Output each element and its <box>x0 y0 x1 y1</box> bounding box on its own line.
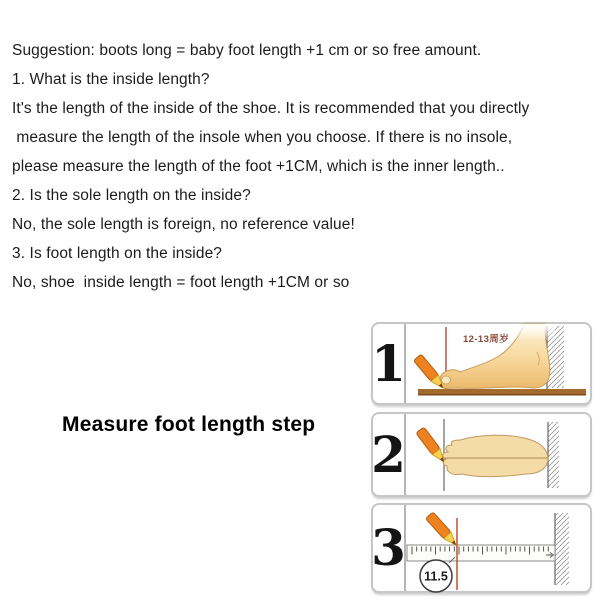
pencil-icon <box>413 354 446 391</box>
toenail <box>442 376 451 384</box>
step-1-panel <box>371 322 592 405</box>
ruler-measurement-drawing <box>406 505 591 591</box>
diagram-caption: Measure foot length step <box>62 413 316 436</box>
intro-line-8: 3. Is foot length on the inside? <box>12 245 223 262</box>
footprint-drawing <box>406 414 591 495</box>
intro-line-4: measure the length of the insole when you choose. If there is no insole, <box>12 129 513 146</box>
step-3-number: 3 <box>373 505 406 591</box>
age-note-label: 12-13周岁 <box>463 334 510 345</box>
pencil-icon <box>426 512 460 548</box>
intro-line-7: No, the sole length is foreign, no reference value! <box>12 216 355 233</box>
step-1-illustration <box>406 324 591 403</box>
step-1-number: 1 <box>373 324 406 403</box>
wall-hatch-icon <box>548 422 559 488</box>
foot-side-view-drawing <box>406 324 591 403</box>
intro-line-9: No, shoe inside length = foot length +1CM or so <box>12 274 350 291</box>
step-3-illustration <box>406 505 591 591</box>
intro-line-2: 1. What is the inside length? <box>12 71 210 88</box>
intro-line-5: please measure the length of the foot +1CM, which is the inner length.. <box>12 158 505 175</box>
ruler-icon <box>407 545 555 561</box>
step-3-panel <box>371 503 592 593</box>
pencil-icon <box>416 427 448 465</box>
wall-hatch-icon <box>555 513 569 585</box>
measuring-board <box>418 389 586 396</box>
intro-line-3: It's the length of the inside of the shoe. It is recommended that you directly <box>12 100 530 117</box>
step-2-panel <box>371 412 592 497</box>
intro-line-1: Suggestion: boots long = baby foot length +1 cm or so free amount. <box>12 42 482 59</box>
step-2-illustration <box>406 414 591 495</box>
measurement-circle <box>420 557 455 592</box>
intro-line-6: 2. Is the sole length on the inside? <box>12 187 251 204</box>
ruler-reading-label: 11.5 <box>424 569 448 584</box>
footprint-icon <box>443 435 548 476</box>
step-2-number: 2 <box>373 414 406 495</box>
intro-text <box>12 36 529 297</box>
